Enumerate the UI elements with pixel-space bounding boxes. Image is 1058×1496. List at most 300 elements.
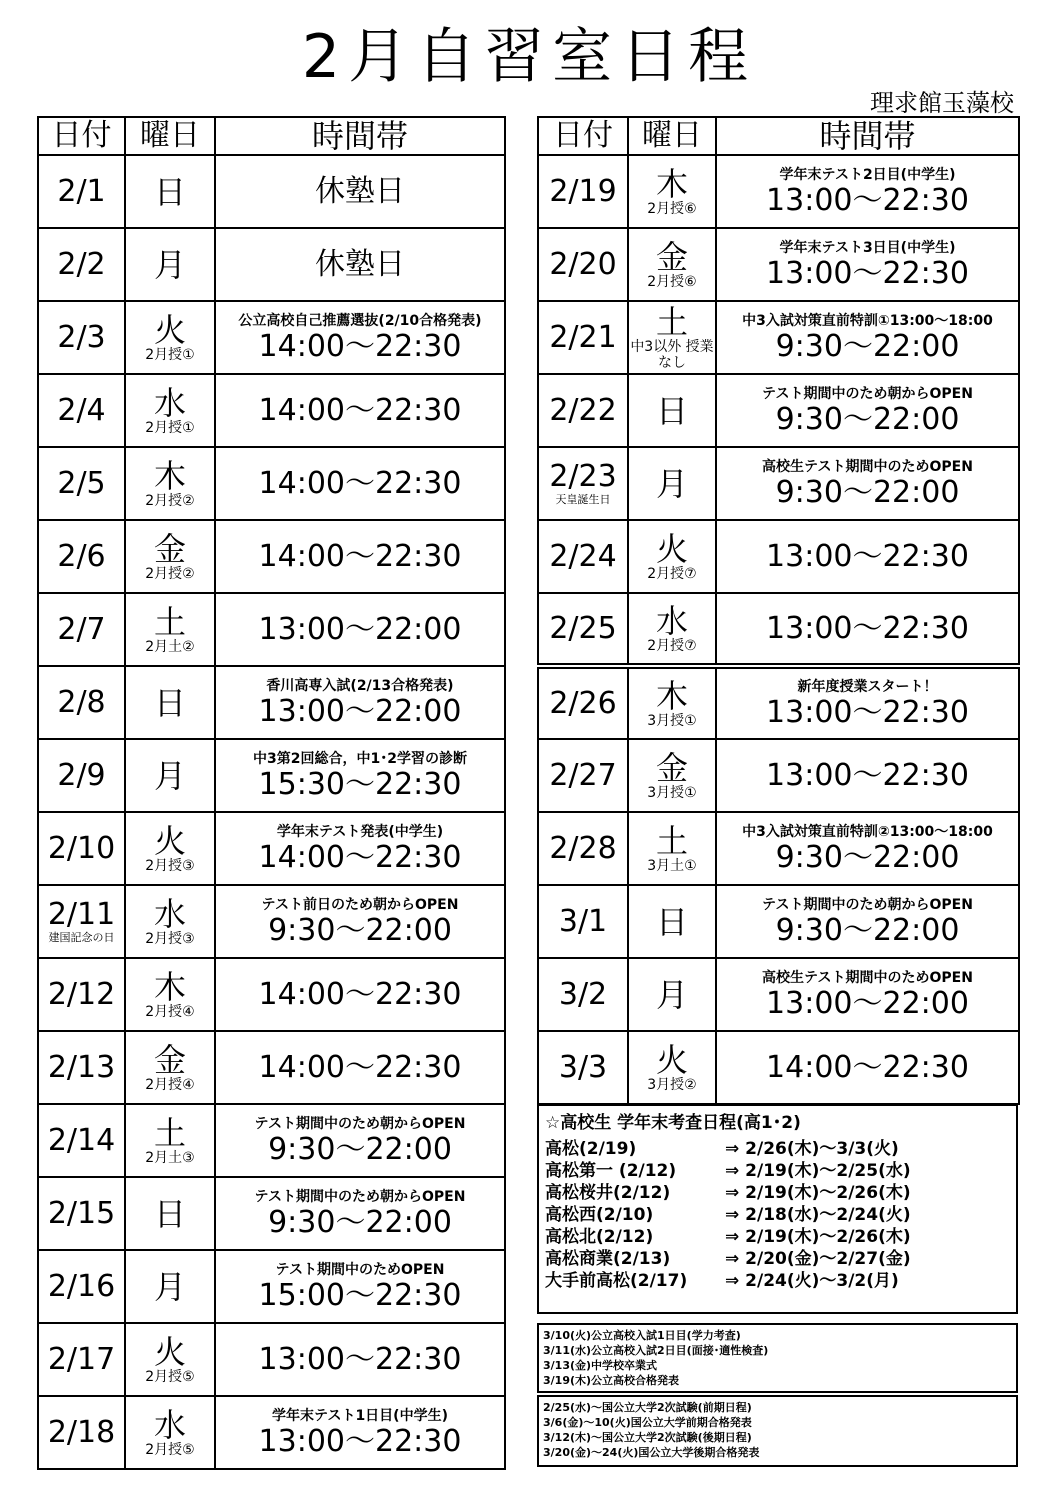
weekday-cell: [125, 1177, 215, 1250]
weekday-cell: [628, 301, 716, 374]
info-line: 3/20(金)～24(火)国公立大学後期合格発表: [543, 1446, 760, 1459]
weekday-cell: [125, 374, 215, 447]
time-cell: [716, 301, 1019, 374]
weekday-cell: [125, 520, 215, 593]
time-cell: [215, 812, 505, 885]
time-range: 9:30～22:00: [775, 328, 960, 364]
exam-schedule-row: [545, 1182, 1010, 1204]
time-cell: [716, 1031, 1019, 1104]
date-text: 2/19: [549, 173, 617, 209]
lesson-label: 2月授⑥: [647, 200, 697, 217]
exam-schedule-row: [545, 1160, 1010, 1182]
schedule-row: [538, 520, 1019, 593]
exam-school: 高松桜井(2/12): [545, 1183, 671, 1203]
public-high-school-info-box: [537, 1323, 1018, 1393]
holiday-label: 天皇誕生日: [555, 493, 611, 506]
time-range: 13:00～22:30: [766, 694, 969, 730]
date-cell: [538, 155, 628, 228]
university-info-box: [537, 1395, 1018, 1467]
weekday-cell: [125, 155, 215, 228]
time-cell: [716, 228, 1019, 301]
date-cell: [38, 885, 125, 958]
schedule-row: [38, 666, 505, 739]
schedule-table-right: [537, 116, 1020, 1105]
event-note: テスト期間中のためOPEN: [275, 1261, 445, 1278]
time-cell: [215, 958, 505, 1031]
date-text: 3/1: [558, 903, 608, 939]
info-line: 3/11(水)公立高校入試2日目(面接･適性検査): [543, 1344, 769, 1357]
date-text: 2/6: [57, 538, 106, 574]
date-text: 2/3: [57, 319, 106, 355]
date-cell: [538, 812, 628, 885]
schedule-row: [38, 155, 505, 228]
date-cell: [538, 447, 628, 520]
weekday-text: 木: [655, 164, 688, 203]
weekday-text: 金: [655, 748, 688, 787]
date-cell: [38, 739, 125, 812]
time-cell: [716, 958, 1019, 1031]
weekday-cell: [125, 593, 215, 666]
time-range: 13:00～22:30: [766, 255, 969, 291]
lesson-label: 2月授①: [145, 346, 195, 363]
schedule-row: [38, 593, 505, 666]
weekday-cell: [125, 885, 215, 958]
time-range: 13:00～22:30: [766, 182, 969, 218]
schedule-row: [538, 885, 1019, 958]
time-range: 9:30～22:00: [775, 401, 960, 437]
exam-school: 高松西(2/10): [545, 1205, 654, 1225]
exam-period: ⇒ 2/19(木)～2/25(水): [725, 1161, 911, 1181]
time-cell: [215, 374, 505, 447]
time-cell: [215, 1031, 505, 1104]
event-note: 公立高校自己推薦選抜(2/10合格発表): [238, 312, 482, 329]
time-cell: [716, 666, 1019, 739]
weekday-cell: [628, 958, 716, 1031]
time-range: 14:00～22:30: [258, 392, 462, 428]
header-time: 時間帯: [716, 117, 1019, 155]
exam-period: ⇒ 2/20(金)～2/27(金): [725, 1249, 911, 1269]
schedule-row: [538, 155, 1019, 228]
date-cell: [38, 1104, 125, 1177]
time-range: 14:00～22:30: [258, 538, 462, 574]
schedule-row: [38, 812, 505, 885]
header-time: 時間帯: [215, 117, 505, 155]
weekday-text: 月: [153, 756, 186, 795]
exam-schedule-row: [545, 1204, 1010, 1226]
exam-period: ⇒ 2/19(木)～2/26(木): [725, 1183, 911, 1203]
date-text: 2/22: [549, 392, 617, 428]
weekday-text: 火: [655, 529, 688, 568]
weekday-text: 金: [655, 237, 688, 276]
date-text: 2/28: [549, 830, 617, 866]
info-line: 3/19(木)公立高校合格発表: [543, 1374, 680, 1387]
schedule-row: [38, 1177, 505, 1250]
event-note: 学年末テスト2日目(中学生): [779, 166, 956, 183]
weekday-text: 土: [153, 1113, 186, 1152]
time-cell: [215, 1177, 505, 1250]
date-text: 2/10: [47, 830, 116, 866]
date-text: 2/18: [47, 1414, 116, 1450]
date-cell: [538, 1031, 628, 1104]
schedule-row: [38, 1250, 505, 1323]
weekday-cell: [628, 374, 716, 447]
time-cell: [215, 301, 505, 374]
time-cell: [215, 1104, 505, 1177]
exam-schedule-row: [545, 1270, 1010, 1292]
weekday-text: 木: [153, 967, 186, 1006]
weekday-text: 水: [153, 383, 186, 422]
weekday-text: 木: [153, 456, 186, 495]
time-range: 14:00～22:30: [258, 839, 462, 875]
date-text: 2/26: [549, 685, 617, 721]
time-range: 14:00～22:30: [258, 465, 462, 501]
weekday-text: 月: [655, 975, 688, 1014]
weekday-cell: [125, 739, 215, 812]
weekday-text: 月: [153, 245, 186, 284]
date-text: 2/20: [549, 246, 617, 282]
time-range: 13:00～22:30: [258, 1341, 462, 1377]
date-text: 2/16: [47, 1268, 116, 1304]
date-text: 2/2: [57, 246, 106, 282]
schedule-row: [538, 228, 1019, 301]
date-text: 2/25: [549, 610, 617, 646]
weekday-text: 火: [655, 1040, 688, 1079]
time-cell: [716, 374, 1019, 447]
schedule-row: [38, 958, 505, 1031]
lesson-label: 3月授①: [647, 712, 697, 729]
date-cell: [538, 301, 628, 374]
event-note: 香川高専入試(2/13合格発表): [266, 677, 454, 694]
lesson-label: 3月土①: [647, 857, 697, 874]
exam-school: 大手前高松(2/17): [545, 1271, 688, 1291]
exam-schedule-row: [545, 1138, 1010, 1160]
date-cell: [538, 958, 628, 1031]
date-text: 2/23: [549, 459, 617, 494]
page-title: 2月自習室日程: [301, 22, 757, 92]
weekday-text: 日: [655, 902, 688, 941]
schedule-row: [38, 301, 505, 374]
date-cell: [38, 155, 125, 228]
date-text: 2/1: [57, 173, 106, 209]
schedule-row: [38, 739, 505, 812]
date-text: 2/14: [47, 1122, 116, 1158]
lesson-label: 2月授⑦: [647, 637, 697, 654]
date-cell: [538, 885, 628, 958]
date-text: 2/9: [57, 757, 106, 793]
date-text: 2/7: [57, 611, 106, 647]
date-cell: [38, 447, 125, 520]
weekday-text: 水: [655, 601, 688, 640]
weekday-cell: [628, 739, 716, 812]
time-range: 13:00～22:30: [766, 610, 969, 646]
date-text: 3/2: [558, 976, 608, 1012]
time-range: 9:30～22:00: [775, 912, 960, 948]
time-range: 9:30～22:00: [775, 839, 960, 875]
weekday-text: 金: [153, 529, 186, 568]
event-note: 新年度授業スタート！: [797, 678, 938, 695]
weekday-text: 月: [655, 464, 688, 503]
lesson-label: 3月授②: [647, 1076, 697, 1093]
schedule-row: [38, 1323, 505, 1396]
weekday-cell: [125, 812, 215, 885]
date-text: 2/5: [57, 465, 106, 501]
time-cell: [215, 1323, 505, 1396]
time-cell: [215, 155, 505, 228]
date-cell: [38, 1177, 125, 1250]
event-note: 学年末テスト1日目(中学生): [272, 1407, 448, 1424]
date-cell: [38, 666, 125, 739]
time-range: 9:30～22:00: [775, 474, 960, 510]
weekday-text: 日: [153, 1194, 186, 1233]
exam-schedule-row: [545, 1248, 1010, 1270]
lesson-label: 2月授①: [145, 419, 195, 436]
date-text: 2/21: [549, 319, 617, 355]
date-cell: [538, 228, 628, 301]
event-note: テスト期間中のため朝からOPEN: [254, 1188, 466, 1205]
weekday-text: 木: [655, 676, 688, 715]
event-note: 中3入試対策直前特訓①13:00～18:00: [742, 312, 993, 329]
lesson-label: 2月授③: [145, 857, 195, 874]
weekday-cell: [125, 1250, 215, 1323]
time-range: 14:00～22:30: [258, 1049, 462, 1085]
schedule-row: [538, 593, 1019, 666]
time-range: 15:00～22:30: [258, 1277, 462, 1313]
time-range: 13:00～22:00: [258, 611, 462, 647]
exam-period: ⇒ 2/18(水)～2/24(火): [725, 1205, 911, 1225]
time-cell: [716, 447, 1019, 520]
time-cell: [215, 1250, 505, 1323]
weekday-text: 金: [153, 1040, 186, 1079]
schedule-row: [538, 958, 1019, 1031]
schedule-row: [38, 1104, 505, 1177]
lesson-label: 2月授④: [145, 1003, 195, 1020]
time-cell: [716, 520, 1019, 593]
exam-school: 高松商業(2/13): [545, 1249, 671, 1269]
info-line: 3/13(金)中学校卒業式: [543, 1359, 658, 1372]
date-cell: [38, 812, 125, 885]
weekday-text: 月: [153, 1267, 186, 1306]
date-cell: [38, 593, 125, 666]
schedule-row: [38, 447, 505, 520]
weekday-cell: [125, 447, 215, 520]
high-school-exam-box: [537, 1104, 1018, 1314]
weekday-cell: [125, 228, 215, 301]
exam-school: 高松北(2/12): [545, 1227, 654, 1247]
date-cell: [38, 374, 125, 447]
date-cell: [538, 739, 628, 812]
time-cell: [215, 228, 505, 301]
event-note: テスト期間中のため朝からOPEN: [762, 385, 973, 402]
weekday-text: 水: [153, 1405, 186, 1444]
lesson-label: 中3以外 授業なし: [630, 338, 714, 371]
date-cell: [538, 374, 628, 447]
time-range: 15:30～22:30: [258, 766, 462, 802]
time-range: 13:00～22:30: [766, 757, 969, 793]
time-cell: [215, 447, 505, 520]
time-cell: [716, 812, 1019, 885]
time-range: 13:00～22:30: [258, 1423, 462, 1459]
date-text: 2/15: [47, 1195, 116, 1231]
date-cell: [38, 1250, 125, 1323]
schedule-row: [38, 520, 505, 593]
event-note: 学年末テスト発表(中学生): [276, 823, 444, 840]
event-note: テスト期間中のため朝からOPEN: [254, 1115, 466, 1132]
time-range: 13:00～22:30: [766, 538, 969, 574]
date-text: 2/12: [47, 976, 116, 1012]
exam-period: ⇒ 2/24(火)～3/2(月): [725, 1271, 899, 1291]
exam-school: 高松第一 (2/12): [545, 1161, 677, 1181]
time-cell: [215, 1396, 505, 1469]
date-text: 2/24: [549, 538, 617, 574]
lesson-label: 3月授①: [647, 784, 697, 801]
event-note: 中3入試対策直前特訓②13:00～18:00: [742, 823, 993, 840]
weekday-text: 土: [655, 821, 688, 860]
weekday-text: 火: [153, 1332, 186, 1371]
date-text: 2/17: [47, 1341, 116, 1377]
weekday-cell: [628, 666, 716, 739]
weekday-cell: [628, 1031, 716, 1104]
event-note: 高校生テスト期間中のためOPEN: [762, 458, 973, 475]
time-range: 14:00～22:30: [258, 328, 462, 364]
time-range: 14:00～22:30: [258, 976, 462, 1012]
weekday-text: 火: [153, 821, 186, 860]
date-cell: [38, 228, 125, 301]
school-name: 理求館玉藻校: [870, 89, 1014, 117]
info-line: 2/25(水)～国公立大学2次試験(前期日程): [543, 1401, 752, 1414]
time-range: 13:00～22:00: [258, 693, 462, 729]
time-cell: [215, 520, 505, 593]
date-cell: [38, 1031, 125, 1104]
weekday-text: 土: [153, 602, 186, 641]
weekday-cell: [125, 666, 215, 739]
time-range: 休塾日: [315, 173, 405, 209]
schedule-row: [538, 447, 1019, 520]
exam-period: ⇒ 2/19(木)～2/26(木): [725, 1227, 911, 1247]
lesson-label: 2月授②: [145, 492, 195, 509]
time-cell: [215, 885, 505, 958]
weekday-cell: [125, 301, 215, 374]
lesson-label: 2月土③: [145, 1149, 195, 1166]
date-text: 3/3: [558, 1049, 608, 1085]
weekday-cell: [125, 958, 215, 1031]
lesson-label: 2月授⑦: [647, 565, 697, 582]
date-cell: [538, 593, 628, 666]
time-cell: [716, 739, 1019, 812]
time-cell: [215, 666, 505, 739]
date-cell: [38, 1396, 125, 1469]
exam-school: 高松(2/19): [545, 1139, 637, 1159]
header-date: 日付: [538, 117, 628, 155]
weekday-text: 土: [655, 302, 688, 341]
lesson-label: 2月授⑥: [647, 273, 697, 290]
date-cell: [38, 520, 125, 593]
lesson-label: 2月授③: [145, 930, 195, 947]
header-date: 日付: [38, 117, 125, 155]
schedule-row: [38, 228, 505, 301]
event-note: テスト前日のため朝からOPEN: [261, 896, 459, 913]
schedule-row: [38, 374, 505, 447]
schedule-table-left: [37, 116, 506, 1470]
schedule-row: [538, 812, 1019, 885]
lesson-label: 2月土②: [145, 638, 195, 655]
weekday-cell: [125, 1396, 215, 1469]
weekday-cell: [125, 1104, 215, 1177]
time-range: 9:30～22:00: [268, 1204, 452, 1240]
time-cell: [716, 885, 1019, 958]
schedule-row: [538, 301, 1019, 374]
time-range: 9:30～22:00: [268, 1131, 452, 1167]
time-range: 休塾日: [315, 246, 405, 282]
weekday-text: 日: [153, 172, 186, 211]
weekday-cell: [628, 447, 716, 520]
weekday-cell: [628, 228, 716, 301]
weekday-cell: [125, 1031, 215, 1104]
weekday-text: 日: [655, 391, 688, 430]
weekday-text: 火: [153, 310, 186, 349]
schedule-row: [38, 885, 505, 958]
weekday-cell: [125, 1323, 215, 1396]
info-line: 3/10(火)公立高校入試1日目(学力考査): [543, 1329, 741, 1342]
header-weekday: 曜日: [628, 117, 716, 155]
exam-schedule-row: [545, 1226, 1010, 1248]
event-note: 高校生テスト期間中のためOPEN: [762, 969, 973, 986]
time-range: 14:00～22:30: [766, 1049, 969, 1085]
date-cell: [538, 666, 628, 739]
date-cell: [38, 958, 125, 1031]
high-school-exam-title: ☆高校生 学年末考査日程(高1･2): [545, 1113, 801, 1133]
header-weekday: 曜日: [125, 117, 215, 155]
time-range: 13:00～22:00: [766, 985, 969, 1021]
weekday-text: 水: [153, 894, 186, 933]
event-note: テスト期間中のため朝からOPEN: [762, 896, 973, 913]
date-text: 2/8: [57, 684, 106, 720]
schedule-row: [538, 666, 1019, 739]
time-range: 9:30～22:00: [268, 912, 452, 948]
lesson-label: 2月授⑤: [145, 1368, 195, 1385]
time-cell: [215, 593, 505, 666]
time-cell: [716, 593, 1019, 666]
info-line: 3/6(金)～10(火)国公立大学前期合格発表: [543, 1416, 752, 1429]
time-cell: [215, 739, 505, 812]
schedule-row: [538, 1031, 1019, 1104]
schedule-row: [38, 1031, 505, 1104]
weekday-cell: [628, 885, 716, 958]
schedule-row: [38, 1396, 505, 1469]
weekday-cell: [628, 520, 716, 593]
date-text: 2/27: [549, 757, 617, 793]
lesson-label: 2月授②: [145, 565, 195, 582]
exam-period: ⇒ 2/26(木)～3/3(火): [725, 1139, 899, 1159]
date-text: 2/4: [57, 392, 106, 428]
time-cell: [716, 155, 1019, 228]
weekday-cell: [628, 155, 716, 228]
event-note: 学年末テスト3日目(中学生): [779, 239, 956, 256]
date-cell: [538, 520, 628, 593]
event-note: 中3第2回総合，中1･2学習の診断: [253, 750, 467, 767]
info-line: 3/12(木)～国公立大学2次試験(後期日程): [543, 1431, 752, 1444]
lesson-label: 2月授④: [145, 1076, 195, 1093]
schedule-row: [538, 374, 1019, 447]
holiday-label: 建国記念の日: [48, 931, 115, 944]
weekday-cell: [628, 812, 716, 885]
date-cell: [38, 301, 125, 374]
date-text: 2/13: [47, 1049, 116, 1085]
schedule-row: [538, 739, 1019, 812]
date-cell: [38, 1323, 125, 1396]
date-text: 2/11: [47, 897, 116, 932]
lesson-label: 2月授⑤: [145, 1441, 195, 1458]
weekday-text: 日: [153, 683, 186, 722]
